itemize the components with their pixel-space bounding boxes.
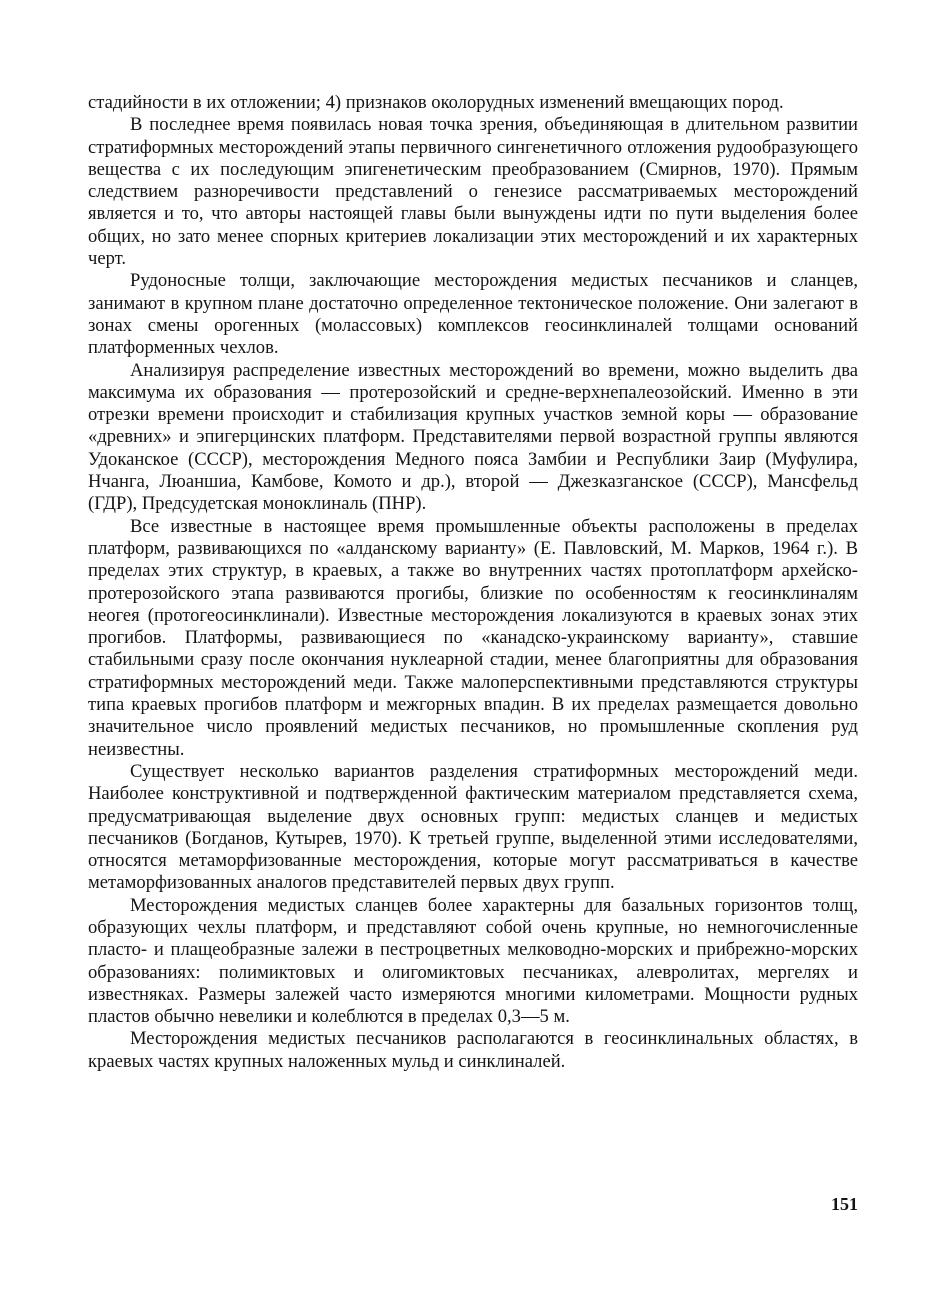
page-number: 151 — [831, 1194, 858, 1214]
paragraph: Анализируя распределение известных месторождений во времени, можно выделить два максимума их образования — протерозойский и средне-верхнепалеозойский. Именно в эти отрезки времени происходит и стабилизация крупных участков земной коры — образование «древних» и эпигерцинских платформ. Представителями первой возрастной группы являются Удоканское (СССР), месторождения Медного пояса Замбии и Республики Заир (Муфулира, Нчанга, Люаншиа, Камбове, Комото и др.), второй — Джезказганское (СССР), Мансфельд (ГДР), Предсудетская моноклиналь (ПНР). — [88, 359, 858, 515]
page-body — [88, 92, 858, 1073]
paragraph: В последнее время появилась новая точка зрения, объединяющая в длительном развитии стратиформных месторождений этапы первичного сингенетичного отложения рудообразующего вещества с их последующим эпигенетическим преобразованием (Смирнов, 1970). Прямым следствием разноречивости представлений о генезисе рассматриваемых месторождений является и то, что авторы настоящей главы были вынуждены идти по пути выделения более общих, но зато менее спорных критериев локализации этих месторождений и их характерных черт. — [88, 114, 858, 270]
paragraph: Месторождения медистых сланцев более характерны для базальных горизонтов толщ, образующих чехлы платформ, и представляют собой очень крупные, но немногочисленные пласто- и плащеобразные залежи в пестроцветных мелководно-морских и прибрежно-морских образованиях: полимиктовых и олигомиктовых песчаниках, алевролитах, мергелях и известняках. Размеры залежей часто измеряются многими километрами. Мощности рудных пластов обычно невелики и колеблются в пределах 0,3—5 м. — [88, 894, 858, 1028]
paragraph: Месторождения медистых песчаников располагаются в геосинклинальных областях, в краевых частях крупных наложенных мульд и синклиналей. — [88, 1028, 858, 1072]
paragraph: Все известные в настоящее время промышленные объекты расположены в пределах платформ, развивающихся по «алданскому варианту» (Е. Павловский, М. Марков, 1964 г.). В пределах этих структур, в краевых, а также во внутренних частях протоплатформ архейско-протерозойского этапа развиваются прогибы, близкие по особенностям к геосинклиналям неогея (протогеосинклинали). Известные месторождения локализуются в краевых зонах этих прогибов. Платформы, развивающиеся по «канадско-украинскому варианту», ставшие стабильными сразу после окончания нуклеарной стадии, менее благоприятны для образования стратиформных месторождений меди. Также малоперспективными представляются структуры типа краевых прогибов платформ и межгорных впадин. В их пределах размещается довольно значительное число проявлений медистых песчаников, но промышленные скопления руд неизвестны. — [88, 515, 858, 760]
paragraph-continued: стадийности в их отложении; 4) признаков околорудных изменений вмещающих пород. — [88, 92, 784, 113]
paragraph: Существует несколько вариантов разделения стратиформных месторождений меди. Наиболее конструктивной и подтвержденной фактическим материалом представляется схема, предусматривающая выделение двух основных групп: медистых сланцев и медистых песчаников (Богданов, Кутырев, 1970). К третьей группе, выделенной этими исследователями, относятся метаморфизованные месторождения, которые могут рассматриваться в качестве метаморфизованных аналогов представителей первых двух групп. — [88, 760, 858, 894]
paragraph: Рудоносные толщи, заключающие месторождения медистых песчаников и сланцев, занимают в крупном плане достаточно определенное тектоническое положение. Они залегают в зонах смены орогенных (молассовых) комплексов геосинклиналей толщами оснований платформенных чехлов. — [88, 270, 858, 359]
